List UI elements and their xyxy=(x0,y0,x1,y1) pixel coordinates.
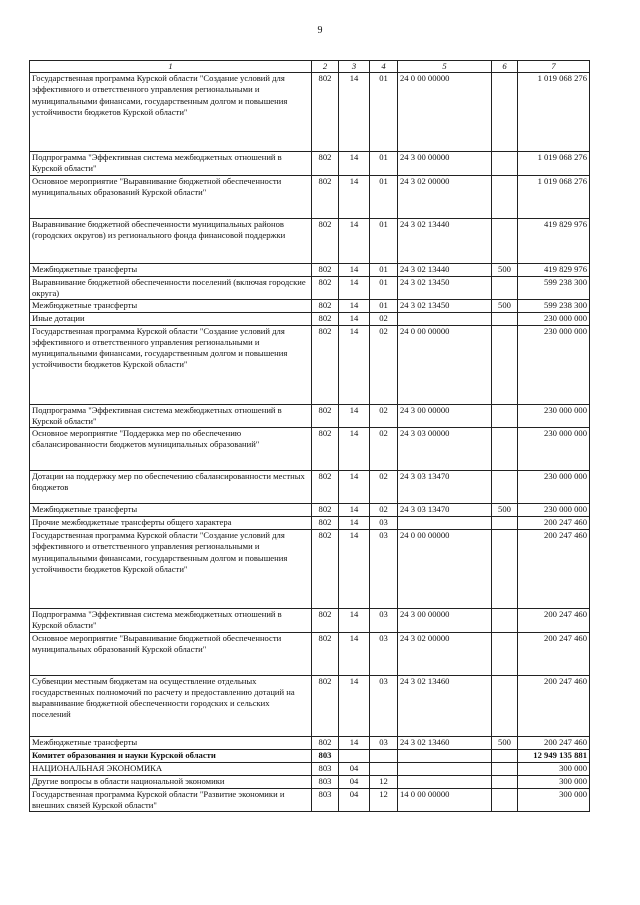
row-ministry-code: 802 xyxy=(312,609,339,632)
header-cell: 5 xyxy=(398,61,492,73)
row-section-code: 14 xyxy=(339,404,370,427)
row-expense-type xyxy=(492,675,518,736)
row-target-article: 14 0 00 00000 xyxy=(398,788,492,811)
row-expense-type xyxy=(492,762,518,775)
row-expense-type xyxy=(492,530,518,609)
row-expense-type xyxy=(492,73,518,152)
row-ministry-code: 802 xyxy=(312,299,339,312)
row-name: Выравнивание бюджетной обеспеченности муниципальных районов (городских округов) из регионального фонда финансовой поддержки xyxy=(30,218,312,263)
row-name: Основное мероприятие "Выравнивание бюджетной обеспеченности муниципальных образований Курской области" xyxy=(30,175,312,218)
row-subsection-code: 02 xyxy=(370,504,398,517)
row-subsection-code: 03 xyxy=(370,517,398,530)
row-name: Государственная программа Курской области "Создание условий для эффективного и ответственного управления региональными и муниципальными финансами, государственным долгом и повышения устойчивости бюджетов Курской области" xyxy=(30,73,312,152)
row-section-code: 14 xyxy=(339,325,370,404)
row-section-code: 14 xyxy=(339,632,370,675)
budget-table xyxy=(29,60,590,812)
row-subsection-code: 02 xyxy=(370,471,398,504)
row-ministry-code: 802 xyxy=(312,471,339,504)
table-row xyxy=(30,73,590,152)
row-expense-type: 500 xyxy=(492,504,518,517)
row-expense-type xyxy=(492,632,518,675)
row-target-article: 24 3 02 13460 xyxy=(398,736,492,749)
row-amount: 1 019 068 276 xyxy=(518,175,590,218)
row-amount: 200 247 460 xyxy=(518,736,590,749)
table-row xyxy=(30,517,590,530)
table-row xyxy=(30,609,590,632)
row-ministry-code: 802 xyxy=(312,517,339,530)
row-section-code: 04 xyxy=(339,788,370,811)
row-section-code: 14 xyxy=(339,263,370,276)
row-ministry-code: 802 xyxy=(312,312,339,325)
row-subsection-code: 02 xyxy=(370,325,398,404)
table-row xyxy=(30,788,590,811)
row-amount: 419 829 976 xyxy=(518,218,590,263)
row-target-article: 24 3 00 00000 xyxy=(398,404,492,427)
row-ministry-code: 803 xyxy=(312,775,339,788)
page-number: 9 xyxy=(317,25,323,36)
row-name: Межбюджетные трансферты xyxy=(30,263,312,276)
table-row xyxy=(30,152,590,175)
row-target-article: 24 3 02 00000 xyxy=(398,632,492,675)
row-expense-type xyxy=(492,788,518,811)
row-amount: 230 000 000 xyxy=(518,312,590,325)
row-section-code: 14 xyxy=(339,218,370,263)
row-ministry-code: 802 xyxy=(312,428,339,471)
row-ministry-code: 802 xyxy=(312,632,339,675)
row-ministry-code: 802 xyxy=(312,530,339,609)
row-amount: 599 238 300 xyxy=(518,276,590,299)
row-name: Подпрограмма "Эффективная система межбюджетных отношений в Курской области" xyxy=(30,404,312,427)
row-ministry-code: 802 xyxy=(312,276,339,299)
row-name: Подпрограмма "Эффективная система межбюджетных отношений в Курской области" xyxy=(30,609,312,632)
row-target-article: 24 3 02 13450 xyxy=(398,276,492,299)
row-subsection-code: 01 xyxy=(370,73,398,152)
row-target-article: 24 3 02 13440 xyxy=(398,218,492,263)
row-subsection-code xyxy=(370,762,398,775)
row-name: Выравнивание бюджетной обеспеченности поселений (включая городские округа) xyxy=(30,276,312,299)
row-section-code: 14 xyxy=(339,428,370,471)
row-section-code: 14 xyxy=(339,73,370,152)
row-name: Межбюджетные трансферты xyxy=(30,299,312,312)
row-expense-type xyxy=(492,775,518,788)
row-ministry-code: 802 xyxy=(312,325,339,404)
row-section-code: 04 xyxy=(339,762,370,775)
row-amount: 300 000 xyxy=(518,775,590,788)
row-target-article xyxy=(398,312,492,325)
header-cell: 6 xyxy=(492,61,518,73)
header-cell: 4 xyxy=(370,61,398,73)
table-row xyxy=(30,276,590,299)
row-amount: 230 000 000 xyxy=(518,504,590,517)
row-name: Государственная программа Курской области "Создание условий для эффективного и ответственного управления региональными и муниципальными финансами, государственным долгом и повышения устойчивости бюджетов Курской области" xyxy=(30,325,312,404)
row-amount: 230 000 000 xyxy=(518,325,590,404)
row-section-code: 14 xyxy=(339,175,370,218)
row-amount: 12 949 135 881 xyxy=(518,749,590,762)
row-amount: 419 829 976 xyxy=(518,263,590,276)
row-subsection-code xyxy=(370,749,398,762)
row-name: Основное мероприятие "Выравнивание бюджетной обеспеченности муниципальных образований Курской области" xyxy=(30,632,312,675)
row-target-article: 24 3 03 00000 xyxy=(398,428,492,471)
table-row xyxy=(30,775,590,788)
header-cell: 7 xyxy=(518,61,590,73)
row-name: Комитет образования и науки Курской области xyxy=(30,749,312,762)
row-name: Государственная программа Курской области "Создание условий для эффективного и ответственного управления региональными и муниципальными финансами, государственным долгом и повышения устойчивости бюджетов Курской области" xyxy=(30,530,312,609)
row-subsection-code: 12 xyxy=(370,788,398,811)
row-section-code xyxy=(339,749,370,762)
row-amount: 200 247 460 xyxy=(518,530,590,609)
row-subsection-code: 02 xyxy=(370,404,398,427)
row-target-article xyxy=(398,762,492,775)
row-amount: 1 019 068 276 xyxy=(518,73,590,152)
row-subsection-code: 01 xyxy=(370,276,398,299)
row-expense-type xyxy=(492,276,518,299)
row-subsection-code: 03 xyxy=(370,675,398,736)
row-target-article: 24 0 00 00000 xyxy=(398,73,492,152)
row-amount: 200 247 460 xyxy=(518,609,590,632)
row-subsection-code: 03 xyxy=(370,736,398,749)
row-section-code: 14 xyxy=(339,736,370,749)
row-ministry-code: 802 xyxy=(312,175,339,218)
row-ministry-code: 802 xyxy=(312,504,339,517)
row-subsection-code: 02 xyxy=(370,428,398,471)
row-expense-type xyxy=(492,325,518,404)
header-cell: 3 xyxy=(339,61,370,73)
row-section-code: 14 xyxy=(339,152,370,175)
row-name: Субвенции местным бюджетам на осуществление отдельных государственных полномочий по расчету и предоставлению дотаций на выравнивание бюджетной обеспеченности городских и сельских поселений xyxy=(30,675,312,736)
row-target-article: 24 3 00 00000 xyxy=(398,609,492,632)
row-subsection-code: 01 xyxy=(370,299,398,312)
row-subsection-code: 03 xyxy=(370,632,398,675)
table-row xyxy=(30,325,590,404)
row-name: НАЦИОНАЛЬНАЯ ЭКОНОМИКА xyxy=(30,762,312,775)
row-expense-type xyxy=(492,312,518,325)
row-section-code: 14 xyxy=(339,609,370,632)
row-target-article: 24 3 00 00000 xyxy=(398,152,492,175)
row-ministry-code: 802 xyxy=(312,73,339,152)
table-row xyxy=(30,218,590,263)
row-amount: 300 000 xyxy=(518,788,590,811)
table-row xyxy=(30,530,590,609)
row-subsection-code: 01 xyxy=(370,152,398,175)
row-ministry-code: 802 xyxy=(312,736,339,749)
row-name: Подпрограмма "Эффективная система межбюджетных отношений в Курской области" xyxy=(30,152,312,175)
row-subsection-code: 03 xyxy=(370,530,398,609)
row-amount: 230 000 000 xyxy=(518,471,590,504)
table-row xyxy=(30,471,590,504)
table-row xyxy=(30,749,590,762)
row-name: Государственная программа Курской области "Развитие экономики и внешних связей Курской области" xyxy=(30,788,312,811)
row-expense-type xyxy=(492,175,518,218)
row-amount: 230 000 000 xyxy=(518,404,590,427)
row-target-article: 24 3 02 13440 xyxy=(398,263,492,276)
row-subsection-code: 12 xyxy=(370,775,398,788)
row-subsection-code: 03 xyxy=(370,609,398,632)
row-expense-type xyxy=(492,471,518,504)
row-expense-type xyxy=(492,749,518,762)
row-ministry-code: 803 xyxy=(312,749,339,762)
row-target-article xyxy=(398,749,492,762)
row-ministry-code: 802 xyxy=(312,675,339,736)
row-amount: 200 247 460 xyxy=(518,675,590,736)
table-row xyxy=(30,428,590,471)
row-target-article: 24 0 00 00000 xyxy=(398,325,492,404)
row-ministry-code: 803 xyxy=(312,788,339,811)
row-ministry-code: 802 xyxy=(312,404,339,427)
row-target-article: 24 3 02 13450 xyxy=(398,299,492,312)
row-target-article: 24 3 02 13460 xyxy=(398,675,492,736)
row-target-article: 24 0 00 00000 xyxy=(398,530,492,609)
table-row xyxy=(30,632,590,675)
row-section-code: 04 xyxy=(339,775,370,788)
row-subsection-code: 01 xyxy=(370,175,398,218)
row-expense-type xyxy=(492,517,518,530)
table-row xyxy=(30,675,590,736)
row-name: Иные дотации xyxy=(30,312,312,325)
table-row xyxy=(30,404,590,427)
row-subsection-code: 02 xyxy=(370,312,398,325)
row-expense-type xyxy=(492,428,518,471)
row-amount: 200 247 460 xyxy=(518,517,590,530)
table-header-row xyxy=(30,61,590,73)
row-section-code: 14 xyxy=(339,276,370,299)
row-amount: 230 000 000 xyxy=(518,428,590,471)
row-name: Межбюджетные трансферты xyxy=(30,504,312,517)
row-name: Дотации на поддержку мер по обеспечению сбалансированности местных бюджетов xyxy=(30,471,312,504)
row-subsection-code: 01 xyxy=(370,263,398,276)
table-row xyxy=(30,175,590,218)
row-subsection-code: 01 xyxy=(370,218,398,263)
row-amount: 1 019 068 276 xyxy=(518,152,590,175)
header-cell: 1 xyxy=(30,61,312,73)
row-name: Прочие межбюджетные трансферты общего характера xyxy=(30,517,312,530)
table-row xyxy=(30,736,590,749)
row-section-code: 14 xyxy=(339,299,370,312)
row-target-article xyxy=(398,775,492,788)
table-row xyxy=(30,504,590,517)
row-amount: 200 247 460 xyxy=(518,632,590,675)
row-expense-type xyxy=(492,218,518,263)
row-expense-type: 500 xyxy=(492,736,518,749)
row-section-code: 14 xyxy=(339,517,370,530)
row-expense-type: 500 xyxy=(492,299,518,312)
row-amount: 599 238 300 xyxy=(518,299,590,312)
row-target-article xyxy=(398,517,492,530)
row-name: Основное мероприятие "Поддержка мер по обеспечению сбалансированности бюджетов муниципальных образований" xyxy=(30,428,312,471)
row-section-code: 14 xyxy=(339,530,370,609)
row-section-code: 14 xyxy=(339,675,370,736)
table-row xyxy=(30,762,590,775)
row-section-code: 14 xyxy=(339,504,370,517)
row-expense-type: 500 xyxy=(492,263,518,276)
row-ministry-code: 802 xyxy=(312,152,339,175)
row-ministry-code: 802 xyxy=(312,263,339,276)
row-section-code: 14 xyxy=(339,312,370,325)
table-row xyxy=(30,263,590,276)
table-row xyxy=(30,312,590,325)
row-name: Другие вопросы в области национальной экономики xyxy=(30,775,312,788)
row-ministry-code: 803 xyxy=(312,762,339,775)
row-expense-type xyxy=(492,404,518,427)
row-expense-type xyxy=(492,152,518,175)
row-amount: 300 000 xyxy=(518,762,590,775)
row-target-article: 24 3 03 13470 xyxy=(398,471,492,504)
table-row xyxy=(30,299,590,312)
row-expense-type xyxy=(492,609,518,632)
row-target-article: 24 3 02 00000 xyxy=(398,175,492,218)
header-cell: 2 xyxy=(312,61,339,73)
row-name: Межбюджетные трансферты xyxy=(30,736,312,749)
row-target-article: 24 3 03 13470 xyxy=(398,504,492,517)
row-section-code: 14 xyxy=(339,471,370,504)
row-ministry-code: 802 xyxy=(312,218,339,263)
